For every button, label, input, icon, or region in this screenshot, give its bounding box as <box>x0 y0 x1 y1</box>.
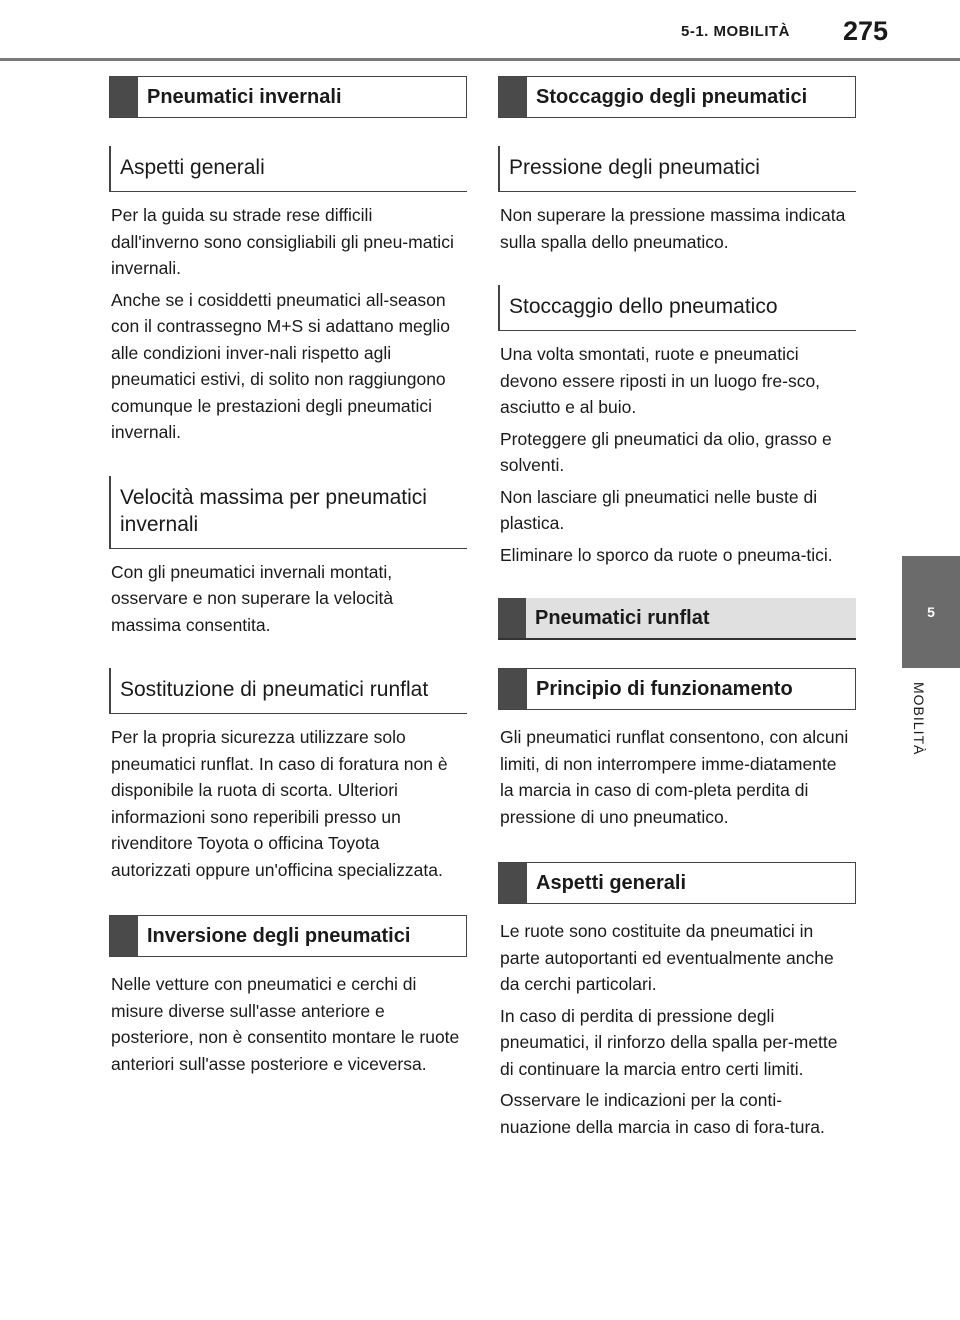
right-column <box>498 76 856 1140</box>
subheading-max-speed: Velocità massima per pneumatici invernali <box>109 476 467 549</box>
paragraph: Eliminare lo sporco da ruote o pneuma-tici. <box>500 544 833 565</box>
chapter-label: MOBILITÀ <box>911 682 927 756</box>
heading-text: Stoccaggio degli pneumatici <box>536 86 808 108</box>
section-heading-operating-principle <box>498 668 856 710</box>
paragraph: Per la propria sicurezza utilizzare solo pneumatici runflat. In caso di foratura non è disponibile la ruota di scorta. Ulteriori informazioni sono reperibili presso un rivenditore Toyota o officina Toyota autorizzati oppure un'officina specializzata. <box>111 727 448 880</box>
paragraph: Una volta smontati, ruote e pneumatici devono essere riposti in un luogo fre-sco, asciutto e al buio. <box>500 344 821 417</box>
heading-bar <box>110 77 138 117</box>
paragraph: Gli pneumatici runflat consentono, con alcuni limiti, di non interrompere imme-diatamente la marcia in caso di com-pleta perdita di pressione di uno pneumatico. <box>500 727 849 827</box>
left-column <box>109 76 467 1077</box>
section-heading-tire-storage <box>498 76 856 118</box>
heading-bar <box>498 598 526 638</box>
paragraph: In caso di perdita di pressione degli pneumatici, il rinforzo della spalla per-mette di continuare la marcia entro certi limiti. <box>500 1005 838 1079</box>
paragraph: Per la guida su strade rese difficili dall'inverno sono consigliabili gli pneu-matici invernali. <box>111 205 454 278</box>
subheading-general: Aspetti generali <box>109 146 467 192</box>
heading-text: Pneumatici runflat <box>535 607 710 629</box>
subheading-runflat-replacement: Sostituzione di pneumatici runflat <box>109 668 467 714</box>
heading-text: Inversione degli pneumatici <box>147 925 411 947</box>
header-divider <box>0 58 960 61</box>
paragraph: Proteggere gli pneumatici da olio, grasso e solventi. <box>500 428 832 475</box>
section-heading-general <box>498 862 856 904</box>
heading-text: Aspetti generali <box>536 872 687 894</box>
heading-bar <box>499 77 527 117</box>
section-heading-winter-tires <box>109 76 467 118</box>
section-heading-tire-rotation <box>109 915 467 957</box>
paragraph: Con gli pneumatici invernali montati, osservare e non superare la velocità massima consentita. <box>111 561 394 635</box>
heading-bar <box>499 863 527 903</box>
heading-text: Pneumatici invernali <box>147 86 342 108</box>
paragraph: Le ruote sono costituite da pneumatici in parte autoportanti ed eventualmente anche da cerchi particolari. <box>500 921 834 994</box>
paragraph: Osservare le indicazioni per la conti-nuazione della marcia in caso di fora-tura. <box>500 1090 825 1137</box>
subheading-tire-storage: Stoccaggio dello pneumatico <box>498 285 856 331</box>
heading-bar <box>110 916 138 956</box>
paragraph: Non lasciare gli pneumatici nelle buste di plastica. <box>500 486 818 533</box>
paragraph: Non superare la pressione massima indicata sulla spalla dello pneumatico. <box>500 205 846 252</box>
heading-bar <box>499 669 527 709</box>
paragraph: Anche se i cosiddetti pneumatici all-season con il contrassegno M+S si adattano meglio alle condizioni inver-nali rispetto agli pneumatici estivi, di solito non raggiungono comunque le prestazioni degli pneumatici invernali. <box>111 289 451 442</box>
heading-text: Principio di funzionamento <box>536 678 793 700</box>
chapter-tab[interactable]: 5 <box>902 556 960 668</box>
page-number: 275 <box>842 16 888 46</box>
paragraph: Nelle vetture con pneumatici e cerchi di misure diverse sull'asse anteriore e posteriore, non è consentito montare le ruote anteriori sull'asse posteriore e viceversa. <box>111 974 460 1074</box>
section-heading-runflat <box>498 598 856 640</box>
section-title: 5-1. MOBILITÀ <box>680 23 790 40</box>
subheading-tire-pressure: Pressione degli pneumatici <box>498 146 856 192</box>
